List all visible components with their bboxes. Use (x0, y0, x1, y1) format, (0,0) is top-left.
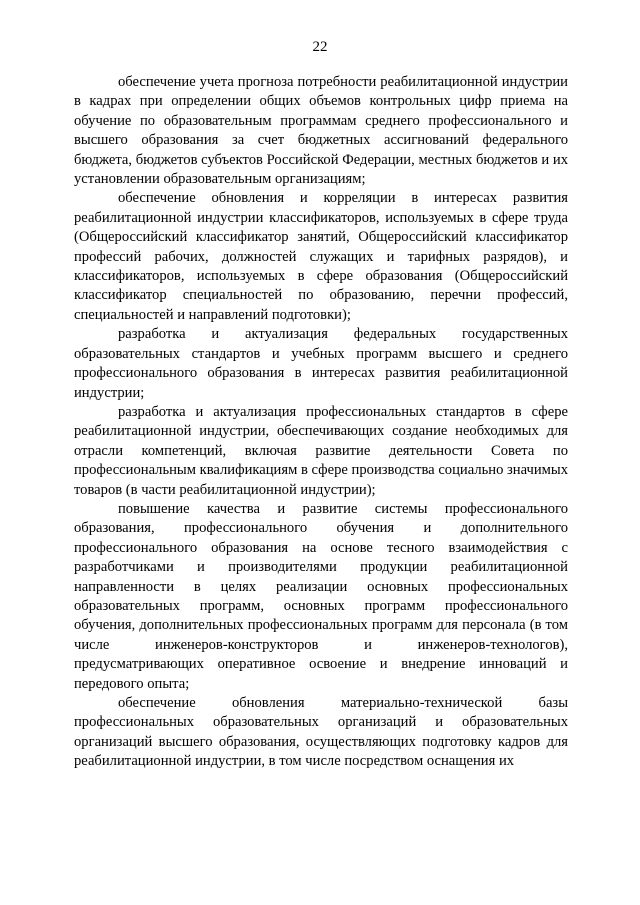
paragraph-professional-standards: разработка и актуализация профессиональных стандартов в сфере реабилитационной индустрии, обеспечивающих создание необходимых для отрасли компетенций, включая развитие деятельности Совета по профессиональным квалификациям в сфере производства социально значимых товаров (в части реабилитационной индустрии); (74, 403, 568, 498)
paragraph-material-base: обеспечение обновления материально-технической базы профессиональных образовательных организаций и образовательных организаций высшего образования, осуществляющих подготовку кадров для реабилитационной индустрии, в том числе посредством оснащения их (74, 695, 568, 770)
paragraph-education-standards: разработка и актуализация федеральных государственных образовательных стандартов и учебных программ высшего и среднего профессионального образования в интересах развития реабилитационной индустрии; (74, 326, 568, 401)
paragraph-staffing-forecast: обеспечение учета прогноза потребности реабилитационной индустрии в кадрах при определении общих объемов контрольных цифр приема на обучение по образовательным программам среднего профессионального и высшего образования за счет бюджетных ассигнований федерального бюджета, бюджетов субъектов Российской Федерации, местных бюджетов и их установлении образовательным организациям; (74, 74, 568, 188)
page-number: 22 (312, 39, 328, 55)
document-body (74, 73, 568, 772)
paragraph-education-quality: повышение качества и развитие системы профессионального образования, профессионального обучения и дополнительного профессионального образования на основе тесного взаимодействия с разработчиками и производителями продукции реабилитационной направленности в целях реализации основных профессиональных образовательных программ, основных программ профессионального обучения, дополнительных профессиональных программ для персонала (в том числе инженеров-конструкторов и инженеров-технологов), предусматривающих оперативное освоение и внедрение инноваций и передового опыта; (74, 500, 568, 692)
paragraph-classifiers-update: обеспечение обновления и корреляции в интересах развития реабилитационной индустрии классификаторов, используемых в сфере труда (Общероссийский классификатор занятий, Общероссийский классификатор профессий рабочих, должностей служащих и тарифных разрядов), и классификаторов, используемых в сфере образования (Общероссийский классификатор специальностей по образованию, перечни профессий, специальностей и направлений подготовки); (74, 190, 568, 323)
